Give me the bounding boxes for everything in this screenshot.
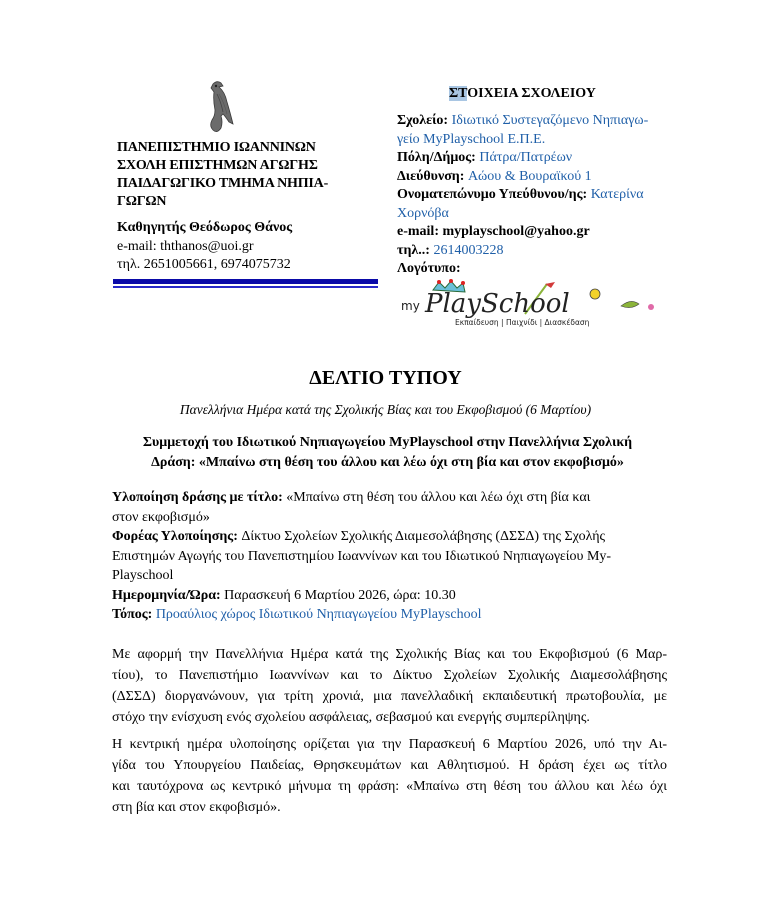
school-label: Σχολείο: — [397, 113, 452, 128]
school-email[interactable]: e-mail: myplayschool@yahoo.gr — [397, 224, 590, 239]
paragraph-line: στόχο την ενίσχυση ενός σχολείου ασφάλειας, σεβασμού και ενεργής συμπερίληψης. — [112, 710, 590, 725]
organizer-label: Φορέας Υλοποίησης: — [112, 529, 242, 544]
professor-phone: τηλ. 2651005661, 6974075732 — [117, 257, 291, 272]
school-section-title — [449, 86, 596, 102]
action-value-cont: στον εκφοβισμό» — [112, 509, 210, 525]
manager-value-cont: Χορνόβα — [397, 205, 449, 221]
paragraph-line: και ταυτόχρονα ως κεντρικό μήνυμα τη φράση: «Μπαίνω στη θέση του άλλου και λέω όχι — [112, 779, 667, 794]
city-value: Πάτρα/Πατρέων — [479, 150, 573, 165]
document-title: ΔΕΛΤΙΟ ΤΥΠΟΥ — [309, 367, 462, 389]
document-heading-line: Συμμετοχή του Ιδιωτικού Νηπιαγωγείου MyPlayschool στην Πανελλήνια Σχολική — [142, 435, 633, 450]
place-value: Προαύλιος χώρος Ιδιωτικού Νηπιαγωγείου MyPlayschool — [155, 607, 482, 622]
header-divider-thin — [113, 286, 378, 288]
university-name-line: ΓΩΓΩΝ — [117, 194, 167, 209]
document-subtitle: Πανελλήνια Ημέρα κατά της Σχολικής Βίας και του Εκφοβισμού (6 Μαρτίου) — [179, 402, 592, 417]
manager-label: Ονοματεπώνυμο Υπεύθυνου/ης: — [397, 187, 591, 202]
school-value: Ιδιωτικό Συστεγαζόμενο Νηπιαγω- — [451, 113, 649, 128]
date-value: Παρασκευή 6 Μαρτίου 2026, ώρα: 10.30 — [224, 587, 456, 603]
event-details — [112, 488, 672, 625]
address-value: Αώου & Βουραϊκού 1 — [467, 168, 592, 184]
action-value: «Μπαίνω στη θέση του άλλου και λέω όχι στη βία και — [286, 490, 591, 505]
school-value-cont: γείο MyPlayschool Ε.Π.Ε. — [397, 131, 546, 147]
paragraph-line: (ΔΣΣΔ) διοργανώνουν, για τρίτη χρονιά, μια πανελλαδική εκπαιδευτική πρωτοβουλία, με — [112, 689, 667, 704]
logo-label: Λογότυπο: — [397, 261, 461, 276]
city-label: Πόλη/Δήμος: — [397, 150, 480, 165]
owl-emblem-icon — [203, 80, 237, 136]
paragraph-line: Η κεντρική ημέρα υλοποίησης ορίζεται για την Παρασκευή 6 Μαρτίου 2026, υπό την Αι- — [112, 737, 667, 752]
myplayschool-logo — [395, 278, 660, 328]
school-info — [397, 112, 667, 279]
paragraph-line: Με αφορμή την Πανελλήνια Ημέρα κατά της Σχολικής Βίας και του Εκφοβισμού (6 Μαρ- — [112, 647, 667, 662]
logo-text-my: my — [401, 299, 420, 313]
paragraph-line: στη βία και στον εκφοβισμό». — [112, 800, 281, 815]
date-label: Ημερομηνία/Ώρα: — [112, 587, 225, 603]
address-label: Διεύθυνση: — [397, 168, 468, 184]
university-name-line: ΠΑΝΕΠΙΣΤΗΜΙΟ ΙΩΑΝΝΙΝΩΝ — [117, 140, 316, 155]
body-paragraph — [112, 644, 667, 728]
organizer-value-cont: Επιστημών Αγωγής του Πανεπιστημίου Ιωαννίνων και του Ιδιωτικού Νηπιαγωγείου My- — [112, 548, 612, 564]
phone-label: τηλ..: — [397, 242, 434, 258]
university-info — [117, 139, 387, 275]
university-name-line: ΣΧΟΛΗ ΕΠΙΣΤΗΜΩΝ ΑΓΩΓΗΣ — [117, 158, 318, 173]
body-paragraph — [112, 734, 667, 818]
university-name-line: ΠΑΙΔΑΓΩΓΙΚΟ ΤΜΗΜΑ ΝΗΠΙΑ- — [117, 176, 329, 191]
document-heading-line: Δράση: «Μπαίνω στη θέση του άλλου και λέω όχι στη βία και στον εκφοβισμό» — [151, 455, 624, 470]
logo-tagline: Εκπαίδευση | Παιχνίδι | Διασκέδαση — [455, 318, 590, 327]
school-section-title-text: ΟΙΧΕΙΑ ΣΧΟΛΕΙΟΥ — [467, 86, 596, 101]
action-label: Υλοποίηση δράσης με τίτλο: — [112, 490, 287, 505]
paragraph-line: τίου), το Πανεπιστήμιο Ιωαννίνων και το Δίκτυο Σχολείων Σχολικής Διαμεσολάβησης — [112, 668, 667, 683]
document-heading — [100, 433, 675, 473]
university-name — [117, 139, 387, 211]
organizer-value: Δίκτυο Σχολείων Σχολικής Διαμεσολάβησης (ΔΣΣΔ) της Σχολής — [241, 529, 606, 544]
paragraph-line: γίδα του Υπουργείου Παιδείας, Θρησκευμάτων και Αθλητισμού. Η δράση έχει ως τίτλο — [112, 758, 667, 773]
place-label: Τόπος: — [112, 607, 156, 622]
organizer-value-cont: Playschool — [112, 568, 174, 583]
manager-value: Κατερίνα — [590, 187, 644, 202]
logo-text-brand: PlaySchool — [425, 289, 570, 319]
text-selection-highlight: ΣΤ — [449, 86, 468, 101]
header-divider-thick — [113, 279, 378, 284]
professor-name: Καθηγητής Θεόδωρος Θάνος — [117, 220, 293, 235]
phone-value: 2614003228 — [433, 242, 504, 258]
professor-email[interactable]: e-mail: ththanos@uoi.gr — [117, 238, 254, 254]
